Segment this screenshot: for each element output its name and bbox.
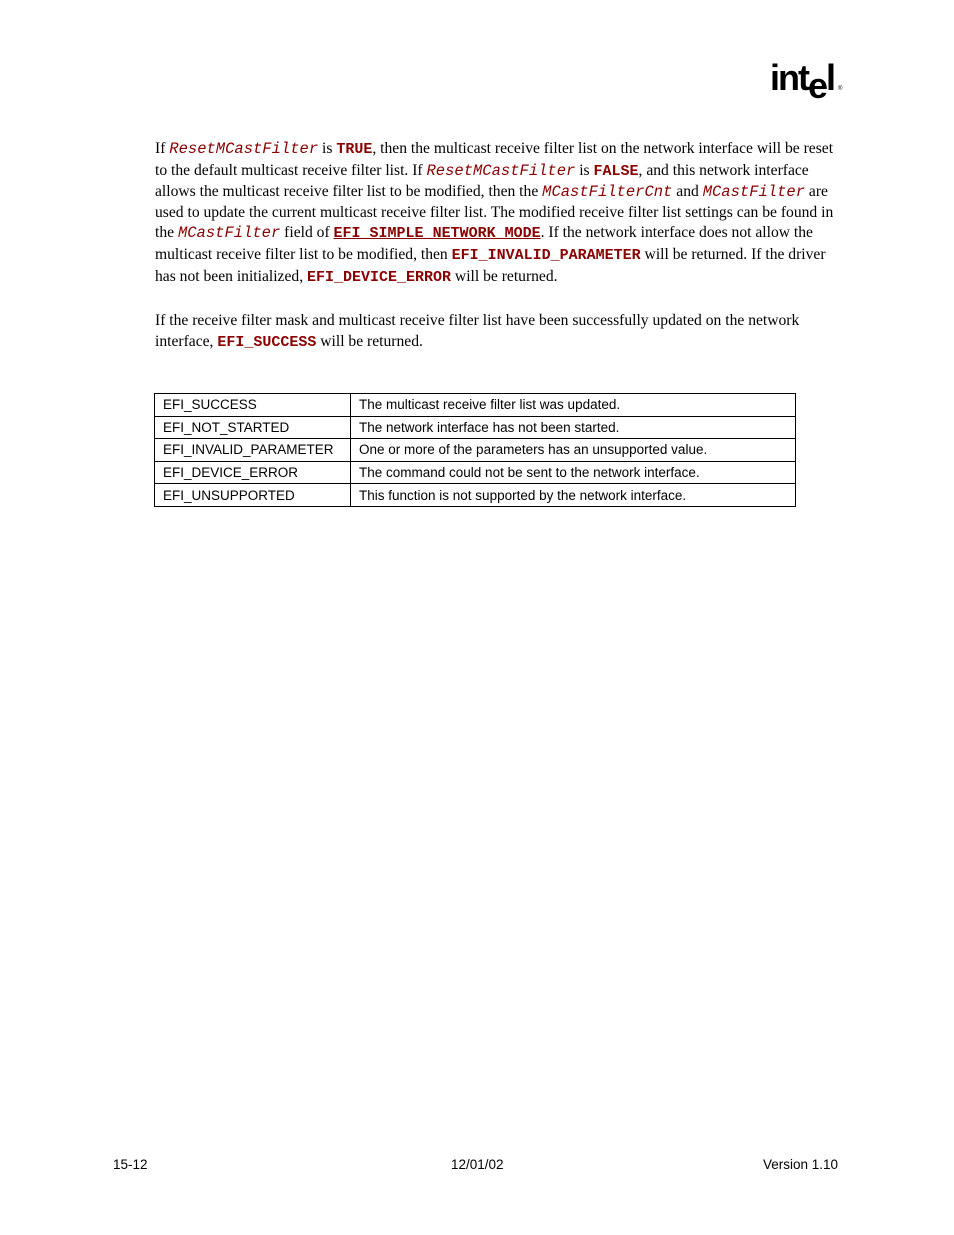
table-row	[155, 394, 796, 417]
status-description-cell: The network interface has not been started.	[351, 416, 796, 439]
table-row	[155, 416, 796, 439]
status-code-cell: EFI_NOT_STARTED	[155, 416, 351, 439]
status-description-cell: This function is not supported by the network interface.	[351, 484, 796, 507]
status-codes-table	[154, 393, 796, 507]
status-description-cell: The command could not be sent to the network interface.	[351, 461, 796, 484]
footer-version: Version 1.10	[763, 1157, 839, 1172]
param-mcastfilter: MCastFilter	[702, 183, 806, 202]
intel-logo	[770, 57, 846, 106]
table-row	[155, 484, 796, 507]
description-paragraph-success: If the receive filter mask and multicast receive filter list have been successfully updated on the network interface, EFI_SUCCESS will be returned.	[155, 312, 800, 351]
param-resetmcastfilter: ResetMCastFilter	[169, 140, 319, 158]
status-efi-device-error: EFI_DEVICE_ERROR	[307, 268, 452, 286]
status-code-cell: EFI_DEVICE_ERROR	[155, 461, 351, 484]
status-code-cell: EFI_INVALID_PARAMETER	[155, 439, 351, 462]
status-code-cell: EFI_SUCCESS	[155, 394, 351, 417]
table-row	[155, 439, 796, 462]
footer-date: 12/01/02	[451, 1157, 504, 1172]
keyword-true: TRUE	[336, 141, 373, 158]
registered-mark: ®	[838, 86, 843, 92]
param-mcastfiltercnt: MCastFilterCnt	[542, 183, 673, 202]
status-description-cell: The multicast receive filter list was updated.	[351, 394, 796, 417]
link-efi-simple-network-mode[interactable]: EFI_SIMPLE_NETWORK_MODE	[333, 225, 541, 243]
status-efi-invalid-parameter: EFI_INVALID_PARAMETER	[451, 246, 641, 264]
footer-page-number: 15-12	[113, 1157, 148, 1172]
param-resetmcastfilter: ResetMCastFilter	[426, 161, 576, 180]
description-paragraph-reset: If ResetMCastFilter is TRUE, then the multicast receive filter list on the network interface will be reset to the default multicast receive filter list. If ResetMCastFilter is FALSE, and this network interface allows the multicast receive filter list to be modified, then the MCastFilterCnt and MCastFilter are used to update the current multicast receive filter list. The modified receive filter list settings can be found in the MCastFilter field of EFI_SIMPLE_NETWORK_MODE. If the network interface does not allow the multicast receive filter list to be modified, then EFI_INVALID_PARAMETER will be returned. If the driver has not been initialized, EFI_DEVICE_ERROR will be returned.	[155, 140, 834, 286]
keyword-false: FALSE	[593, 162, 639, 180]
intel-logo-wordmark: intel	[770, 57, 835, 106]
status-efi-success: EFI_SUCCESS	[217, 333, 317, 351]
param-mcastfilter: MCastFilter	[177, 224, 281, 243]
status-code-cell: EFI_UNSUPPORTED	[155, 484, 351, 507]
status-description-cell: One or more of the parameters has an unsupported value.	[351, 439, 796, 462]
table-row	[155, 461, 796, 484]
